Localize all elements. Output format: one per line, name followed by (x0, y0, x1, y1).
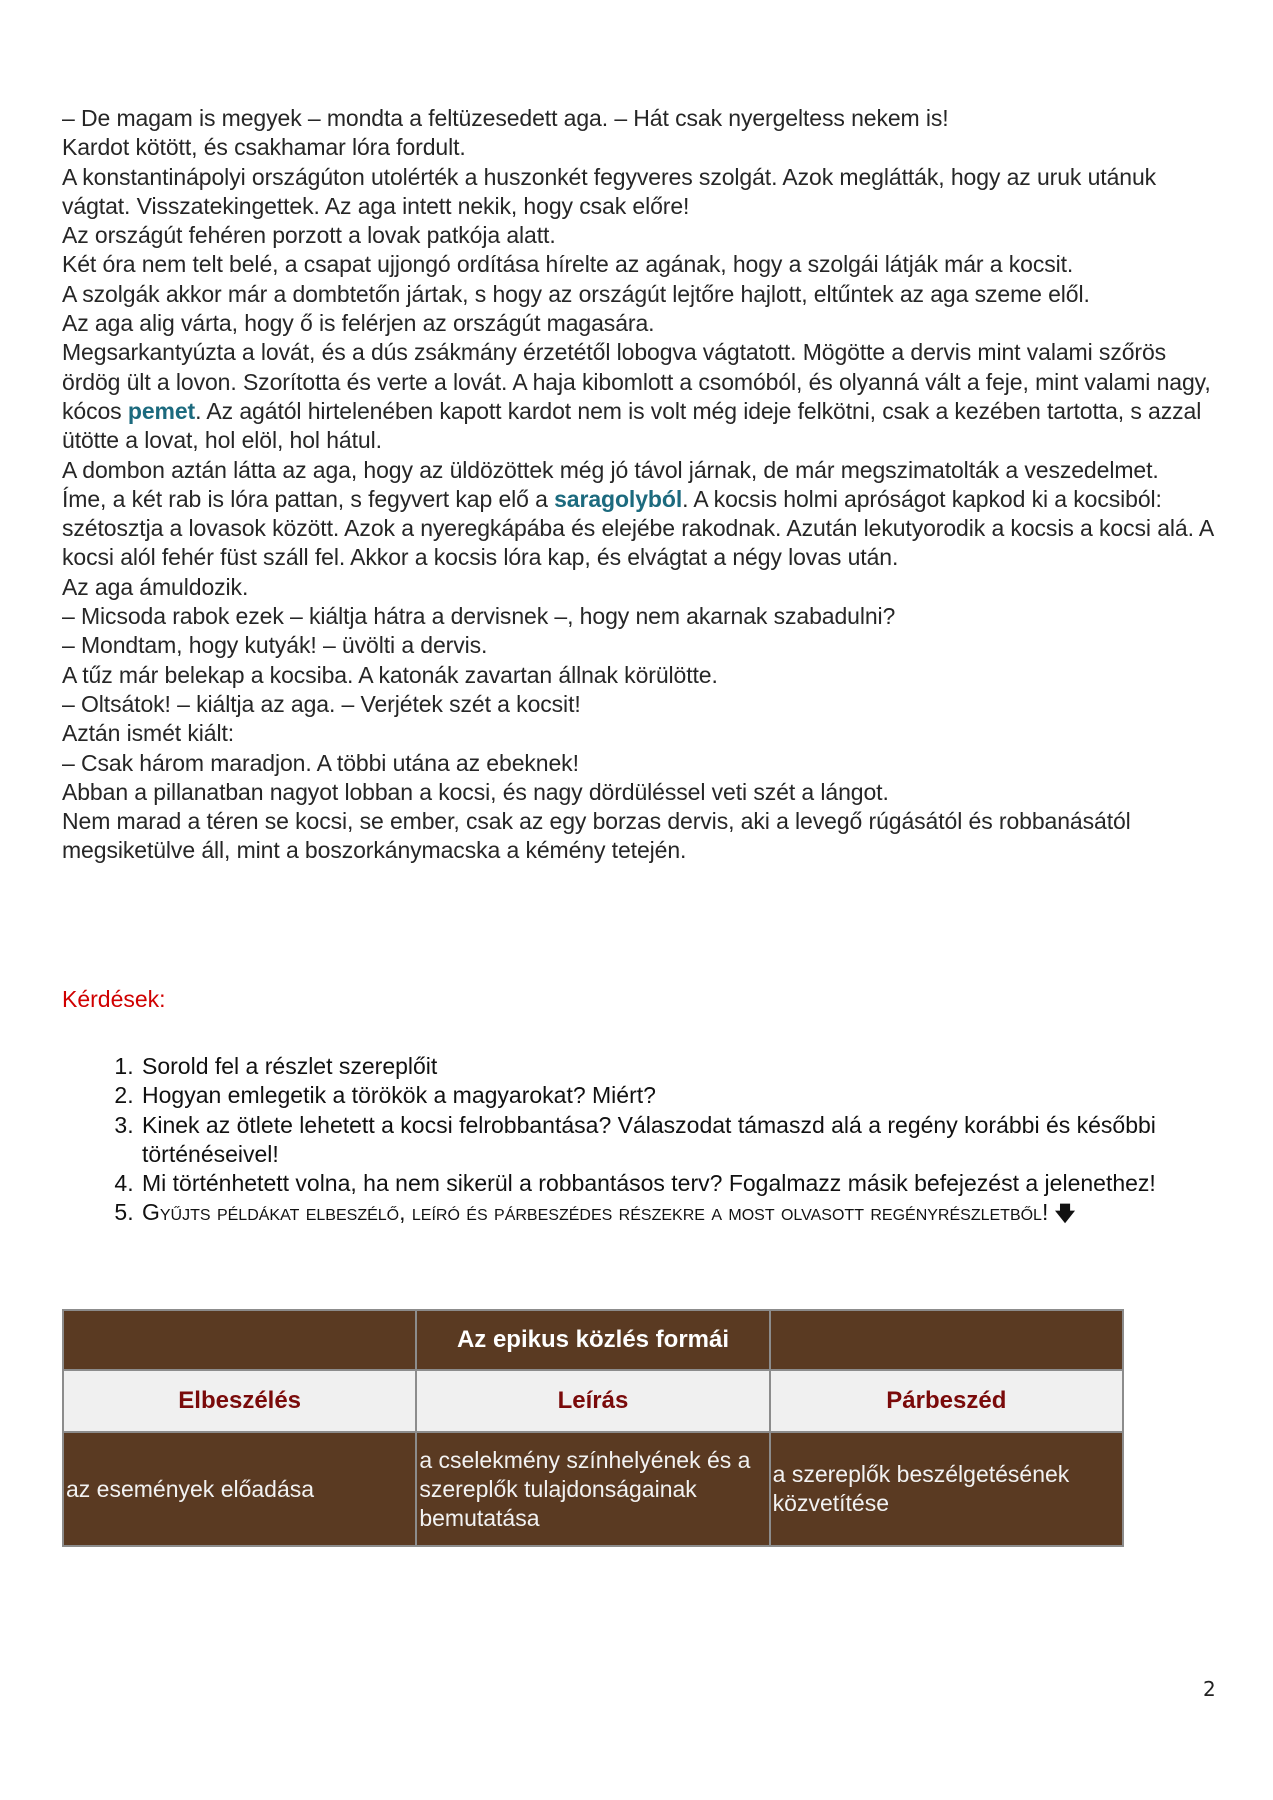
passage-line: Két óra nem telt belé, a csapat ujjongó ordítása hírelte az agának, hogy a szolgái látják már a kocsit. (62, 251, 1074, 278)
text-span: Íme, a két rab is lóra pattan, s fegyvert kap elő a (62, 485, 555, 512)
table-title: Az epikus közlés formái (416, 1310, 769, 1370)
questions-title: Kérdések: (62, 986, 166, 1012)
passage-line: A konstantinápolyi országúton utolérték a huszonkét fegyveres szolgát. Azok meglátták, hogy az uruk utánuk vágtat. Visszatekingettek. Az aga intett nekik, hogy csak előre! (62, 163, 1157, 219)
text-span: . Az agától hirtelenében kapott kardot nem is volt még ideje felkötni, csak a kezében tartotta, s azzal ütötte a lovat, hol elöl, hol hátul. (62, 397, 1202, 454)
question-item: 2. Hogyan emlegetik a törökök a magyarokat? Miért? (140, 1081, 1260, 1110)
table-cell: az események előadása (63, 1432, 416, 1546)
column-header-leiras: Leírás (416, 1370, 769, 1432)
passage-line: A tűz már belekap a kocsiba. A katonák zavartan állnak körülötte. (62, 661, 718, 688)
question-item: 4. Mi történhetett volna, ha nem sikerül a robbantásos terv? Fogalmazz másik befejezést a jelenethez! (140, 1169, 1260, 1198)
passage-line: Az országút fehéren porzott a lovak patkója alatt. (62, 222, 556, 249)
page-number: 2 (1203, 1677, 1216, 1701)
table-title-cell-empty (63, 1310, 416, 1370)
passage-line: Az aga alig várta, hogy ő is felérjen az országút magasára. (62, 310, 655, 337)
epic-forms-table (62, 1309, 1124, 1547)
glossary-link-saragoly[interactable]: saragolyból (554, 485, 683, 512)
arrow-down-icon: 🡇 (1054, 1203, 1076, 1226)
question-item (140, 1198, 1260, 1229)
passage-line: – Mondtam, hogy kutyák! – üvölti a dervis. (62, 632, 488, 659)
passage-line: Kardot kötött, és csakhamar lóra fordult. (62, 134, 466, 161)
question-item: 3. Kinek az ötlete lehetett a kocsi felrobbantása? Válaszodat támaszd alá a regény korábbi és későbbi történéseivel! (140, 1111, 1260, 1170)
column-header-elbeszeles: Elbeszélés (63, 1370, 416, 1432)
glossary-link-pemet[interactable]: pemet (127, 397, 196, 424)
question-text: Gyűjts példákat elbeszélő, leíró és párbeszédes részekre a most olvasott regényrészletből! (142, 1199, 1049, 1226)
passage-paragraph (62, 485, 1222, 573)
passage-paragraph (62, 338, 1222, 455)
passage-line: – Micsoda rabok ezek – kiáltja hátra a dervisnek –, hogy nem akarnak szabadulni? (62, 603, 896, 630)
text-span: . A kocsis holmi apróságot kapkod ki a kocsiból: szétosztja a lovasok között. Azok a nyeregkápába és elejébe rakodnak. Azután lekutyorodik a kocsis a kocsi alá. A kocsi alól fehér füst száll fel. Akkor a kocsis lóra kap, és elvágtat a négy lovas után. (62, 485, 1213, 571)
table-cell: a cselekmény színhelyének és a szereplők tulajdonságainak bemutatása (416, 1432, 769, 1546)
passage-line: A szolgák akkor már a dombtetőn jártak, s hogy az országút lejtőre hajlott, eltűntek az aga szeme elől. (62, 280, 1090, 307)
passage-line: – Csak három maradjon. A többi utána az ebeknek! (62, 749, 579, 776)
questions-list (62, 1052, 1260, 1230)
passage-line: Az aga ámuldozik. (62, 573, 249, 600)
text-span: Megsarkantyúzta a lovát, és a dús zsákmány érzetétől lobogva vágtatott. Mögötte a dervis mint valami szőrös ördög ült a lovon. Szorította és verte a lovát. A haja kibomlott a csomóból, és olyanná vált a feje, mint valami nagy, kócos (62, 339, 1211, 424)
passage-line: Aztán ismét kiált: (62, 720, 235, 747)
passage-line: Nem marad a téren se kocsi, se ember, csak az egy borzas dervis, aki a levegő rúgásától és robbanásától megsiketülve áll, mint a boszorkánymacska a kémény tetején. (62, 808, 1131, 864)
question-item: 1. Sorold fel a részlet szereplőit (140, 1052, 1260, 1081)
passage-paragraph: A dombon aztán látta az aga, hogy az üldözöttek még jó távol járnak, de már megszimatolták a veszedelmet. (62, 456, 1159, 483)
column-header-parbeszed: Párbeszéd (770, 1370, 1123, 1432)
passage (62, 104, 1222, 866)
passage-line: – De magam is megyek – mondta a feltüzesedett aga. – Hát csak nyergeltess nekem is! (62, 105, 949, 131)
passage-line: Abban a pillanatban nagyot lobban a kocsi, és nagy dördüléssel veti szét a lángot. (62, 778, 889, 805)
table-title-cell-empty (770, 1310, 1123, 1370)
table-cell: a szereplők beszélgetésének közvetítése (770, 1432, 1123, 1546)
passage-line: – Oltsátok! – kiáltja az aga. – Verjétek szét a kocsit! (62, 690, 581, 717)
